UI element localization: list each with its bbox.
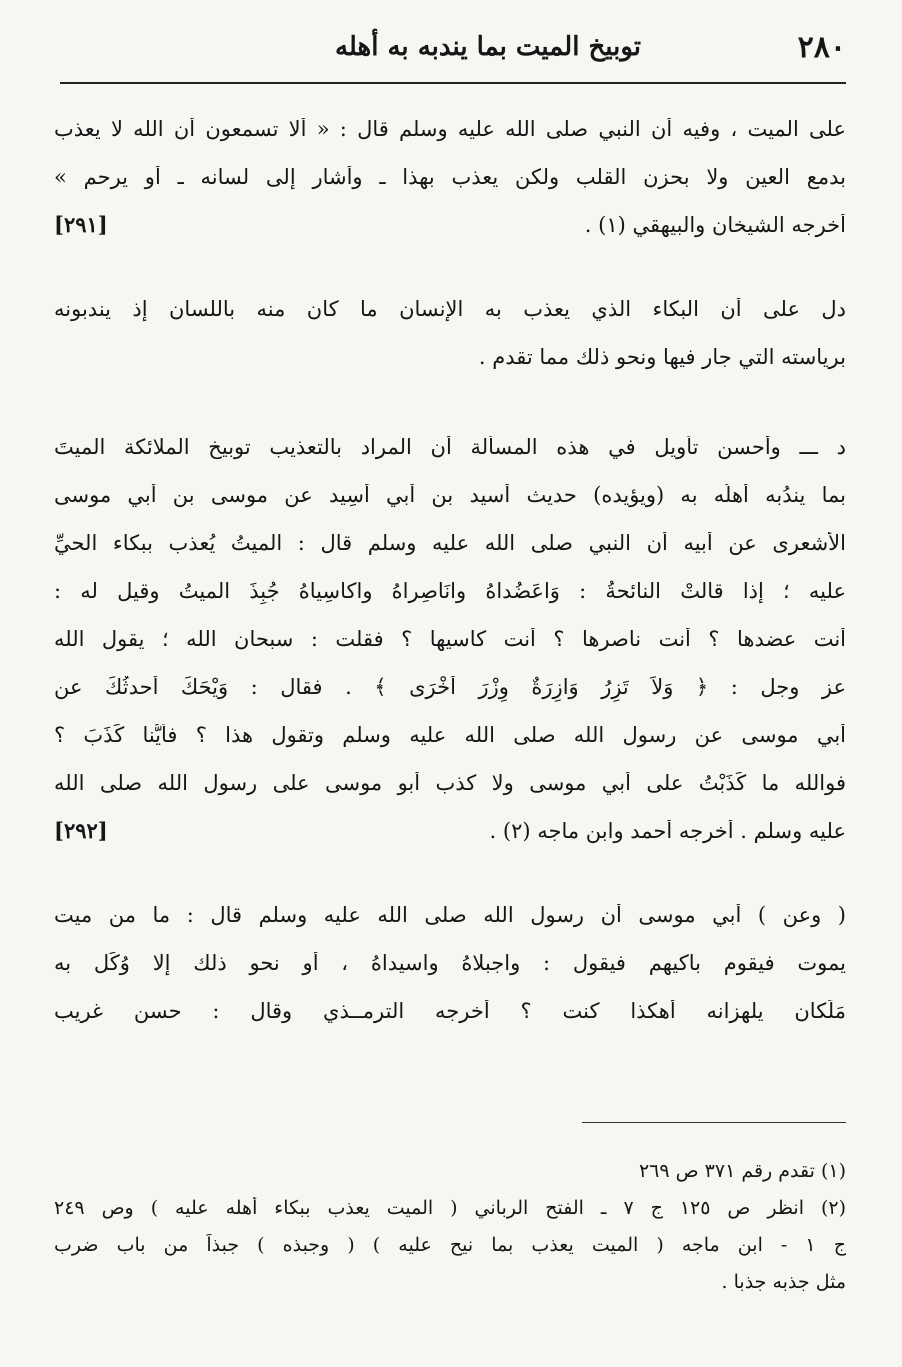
hadith-reference-number: [٢٩١] — [54, 214, 108, 237]
text-line: أنت عضدها ؟ أنت ناصرها ؟ أنت كاسيها ؟ فقلت : سبحان الله ؛ يقول الله — [54, 628, 846, 651]
text-line: ( وعن ) أبي موسى أن رسول الله صلى الله عليه وسلم قال : ما من ميت — [54, 904, 846, 927]
footnote-2-end: مثل جذبه جذبا . — [721, 1271, 846, 1293]
paragraph-2 — [54, 298, 846, 394]
text-line — [54, 820, 846, 868]
footnote-2: (٢) انظر ص ١٢٥ ج ٧ ـ الفتح الرباني ( الميت يعذب ببكاء أهله عليه ) وص ٢٤٩ — [54, 1197, 846, 1219]
text-line: عليه ؛ إذا قالتْ النائحةُ : وَاعَضُداهُ وانَاصِراهُ واكاسِياهُ جُبِذَ الميتُ وقيل له : — [54, 580, 846, 603]
text-line: الأشعرى عن أبيه أن النبي صلى الله عليه وسلم قال : الميتُ يُعذب ببكاء الحيِّ — [54, 532, 846, 555]
footnote-separator — [582, 1122, 846, 1123]
text-line — [54, 214, 846, 262]
text-line: عز وجل : ﴿ وَلاَ تَزِرُ وَازِرَةٌ وِزْرَ أُخْرَى ﴾ . فقال : وَيْحَكَ أحدثُكَ عن — [54, 676, 846, 699]
text-line: فوالله ما كَذَبْتُ على أبي موسى ولا كذب أبو موسى على رسول الله صلى الله — [54, 772, 846, 795]
page-header — [60, 22, 846, 84]
footnotes — [54, 1160, 846, 1308]
hadith-reference-number: [٢٩٢] — [54, 820, 108, 843]
text-line-content: أخرجه الشيخان والبيهقي (١) . — [584, 214, 846, 237]
text-line: دل على أن البكاء الذي يعذب به الإنسان ما كان منه باللسان إذ يندبونه — [54, 298, 846, 321]
text-line: د ـــ وأحسن تأويل في هذه المسألة أن المراد بالتعذيب توبيخ الملائكة الميتَ — [54, 436, 846, 459]
text-line: برياسته التي جار فيها ونحو ذلك مما تقدم . — [478, 346, 846, 369]
text-line: مَلَكان يلهزانه أهكذا كنت ؟ أخرجه الترمــذي وقال : حسن غريب — [54, 1000, 846, 1023]
running-title: توبيخ الميت بما يندبه به أهله — [334, 32, 642, 62]
text-line-content: عليه وسلم . أخرجه أحمد وابن ماجه (٢) . — [489, 820, 846, 843]
text-line: يموت فيقوم باكيهم فيقول : واجبلاهُ واسيداهُ ، أو نحو ذلك إلا وُكِّل به — [54, 952, 846, 975]
text-line: بما يندُبه أهلُه به (ويؤيده) حديث أسيد بن أبي أَسِيد عن موسى بن أبي موسى — [54, 484, 846, 507]
footnote-2-continued: ج ١ - ابن ماجه ( الميت يعذب بما نيح عليه ) ( وجبذه ) جبذاً من باب ضرب — [54, 1234, 846, 1256]
page-number: ٢٨٠ — [797, 30, 846, 65]
text-line: بدمع العين ولا بحزن القلب ولكن يعذب بهذا ـ وأشار إلى لسانه ـ أو يرحم » — [54, 166, 846, 189]
main-text — [54, 118, 846, 1048]
text-line: أبي موسى عن رسول الله صلى الله عليه وسلم وتقول هذا ؟ فأيُّنا كَذَبَ ؟ — [54, 724, 846, 747]
paragraph-1 — [54, 118, 846, 262]
text-line: على الميت ، وفيه أن النبي صلى الله عليه وسلم قال : « ألا تسمعون أن الله لا يعذب — [54, 118, 846, 141]
footnote-1: (١) تقدم رقم ٣٧١ ص ٢٦٩ — [638, 1160, 846, 1182]
paragraph-3 — [54, 436, 846, 868]
paragraph-4 — [54, 904, 846, 1048]
